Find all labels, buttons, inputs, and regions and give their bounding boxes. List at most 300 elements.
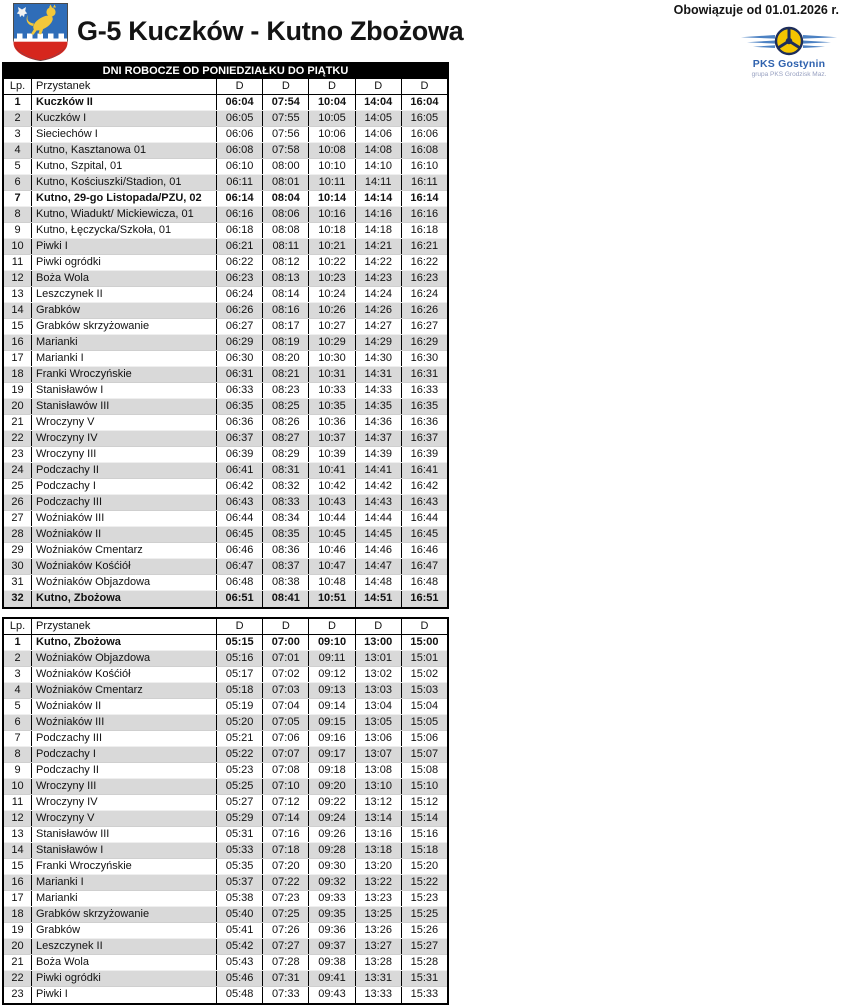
departure-time-cell: 13:33 [355,987,401,1003]
stop-name-cell: Wroczyny IV [31,795,216,810]
departure-time-cell: 10:23 [308,271,354,286]
departure-time-cell: 07:54 [262,95,308,110]
departure-time-cell: 13:25 [355,907,401,922]
table-row [4,667,447,683]
table-row [4,271,447,287]
row-number-cell: 19 [11,924,24,936]
table-row [4,811,447,827]
departure-time-cell: 15:23 [401,891,447,906]
stop-name-cell: Stanisławów I [31,843,216,858]
departure-time-cell: 16:35 [401,399,447,414]
departure-time-cell: 08:13 [262,271,308,286]
departure-time-cell: 08:23 [262,383,308,398]
departure-time-cell: 06:06 [216,127,262,142]
departure-time-cell: 07:33 [262,987,308,1003]
departure-time-cell: 06:33 [216,383,262,398]
departure-time-cell: 13:05 [355,715,401,730]
departure-time-cell: 09:36 [308,923,354,938]
table-row [4,415,447,431]
departure-time-cell: 16:10 [401,159,447,174]
departure-time-cell: 16:44 [401,511,447,526]
row-number-cell: 22 [11,432,24,444]
kutno-coat-of-arms-icon [12,2,69,62]
departure-time-cell: 08:01 [262,175,308,190]
row-number-cell: 14 [11,844,24,856]
row-number-cell: 6 [14,716,21,728]
table-row [4,683,447,699]
departure-time-cell: 14:24 [355,287,401,302]
stop-name-cell: Woźniaków Objazdowa [31,651,216,666]
column-header: Przystanek [31,79,216,94]
departure-time-cell: 09:37 [308,939,354,954]
departure-time-cell: 14:36 [355,415,401,430]
departure-time-cell: 16:05 [401,111,447,126]
row-number-cell: 8 [14,748,21,760]
departure-time-cell: 15:20 [401,859,447,874]
departure-time-cell: 10:46 [308,543,354,558]
departure-time-cell: 05:40 [216,907,262,922]
table-row [4,779,447,795]
departure-time-cell: 14:48 [355,575,401,590]
departure-time-cell: 10:37 [308,431,354,446]
departure-time-cell: 06:08 [216,143,262,158]
departure-time-cell: 06:29 [216,335,262,350]
table-row [4,175,447,191]
row-number-cell: 3 [14,668,21,680]
departure-time-cell: 13:10 [355,779,401,794]
departure-time-cell: 10:04 [308,95,354,110]
stop-name-cell: Woźniaków III [31,715,216,730]
service-days-banner: DNI ROBOCZE OD PONIEDZIAŁKU DO PIĄTKU [4,64,447,79]
row-number-cell: 3 [14,128,21,140]
departure-time-cell: 16:23 [401,271,447,286]
departure-time-cell: 06:47 [216,559,262,574]
departure-time-cell: 05:38 [216,891,262,906]
departure-time-cell: 06:18 [216,223,262,238]
departure-time-cell: 16:46 [401,543,447,558]
departure-time-cell: 14:44 [355,511,401,526]
departure-time-cell: 06:22 [216,255,262,270]
stop-name-cell: Kutno, Wiadukt/ Mickiewicza, 01 [31,207,216,222]
table-row [4,383,447,399]
departure-time-cell: 09:22 [308,795,354,810]
table-row [4,907,447,923]
departure-time-cell: 10:39 [308,447,354,462]
departure-time-cell: 09:16 [308,731,354,746]
table-row [4,891,447,907]
departure-time-cell: 13:22 [355,875,401,890]
departure-time-cell: 06:10 [216,159,262,174]
column-header: D [262,619,308,634]
row-number-cell: 26 [11,496,24,508]
departure-time-cell: 07:26 [262,923,308,938]
departure-time-cell: 08:08 [262,223,308,238]
departure-time-cell: 07:55 [262,111,308,126]
departure-time-cell: 16:39 [401,447,447,462]
departure-time-cell: 06:44 [216,511,262,526]
departure-time-cell: 07:22 [262,875,308,890]
departure-time-cell: 10:10 [308,159,354,174]
departure-time-cell: 14:21 [355,239,401,254]
departure-time-cell: 14:35 [355,399,401,414]
departure-time-cell: 14:23 [355,271,401,286]
column-header: D [262,79,308,94]
stop-name-cell: Podczachy II [31,763,216,778]
departure-time-cell: 15:07 [401,747,447,762]
table-row [4,651,447,667]
row-number-cell: 12 [11,812,24,824]
stop-name-cell: Marianki [31,335,216,350]
table-row [4,287,447,303]
departure-time-cell: 10:08 [308,143,354,158]
table-row [4,763,447,779]
departure-time-cell: 08:33 [262,495,308,510]
stop-name-cell: Woźniaków Cmentarz [31,543,216,558]
departure-time-cell: 16:43 [401,495,447,510]
departure-time-cell: 10:18 [308,223,354,238]
stop-name-cell: Woźniaków III [31,511,216,526]
departure-time-cell: 08:34 [262,511,308,526]
departure-time-cell: 06:35 [216,399,262,414]
departure-time-cell: 05:18 [216,683,262,698]
departure-time-cell: 05:48 [216,987,262,1003]
departure-time-cell: 13:06 [355,731,401,746]
stop-name-cell: Woźniaków Kośćiół [31,559,216,574]
stop-name-cell: Woźniaków Objazdowa [31,575,216,590]
departure-time-cell: 09:10 [308,635,354,650]
departure-time-cell: 14:45 [355,527,401,542]
table-row [4,715,447,731]
row-number-cell: 16 [11,336,24,348]
stop-name-cell: Piwki I [31,987,216,1003]
departure-time-cell: 16:04 [401,95,447,110]
departure-time-cell: 13:26 [355,923,401,938]
departure-time-cell: 16:08 [401,143,447,158]
departure-time-cell: 15:06 [401,731,447,746]
column-header: D [308,619,354,634]
departure-time-cell: 14:06 [355,127,401,142]
departure-time-cell: 13:07 [355,747,401,762]
departure-time-cell: 13:00 [355,635,401,650]
stop-name-cell: Grabków skrzyżowanie [31,319,216,334]
stop-name-cell: Leszczynek II [31,939,216,954]
departure-time-cell: 13:23 [355,891,401,906]
valid-from-label: Obowiązuje od 01.01.2026 r. [673,3,839,17]
row-number-cell: 31 [11,576,24,588]
stop-name-cell: Franki Wroczyńskie [31,859,216,874]
departure-time-cell: 15:05 [401,715,447,730]
departure-time-cell: 14:43 [355,495,401,510]
departure-time-cell: 10:30 [308,351,354,366]
departure-time-cell: 13:28 [355,955,401,970]
table-row [4,843,447,859]
table-row [4,399,447,415]
departure-time-cell: 13:27 [355,939,401,954]
table-row [4,239,447,255]
departure-time-cell: 05:17 [216,667,262,682]
departure-time-cell: 15:12 [401,795,447,810]
departure-time-cell: 10:48 [308,575,354,590]
route-title: G-5 Kuczków - Kutno Zbożowa [77,16,464,46]
departure-time-cell: 05:42 [216,939,262,954]
departure-time-cell: 15:31 [401,971,447,986]
row-number-cell: 5 [14,700,21,712]
departure-time-cell: 06:45 [216,527,262,542]
row-number-cell: 18 [11,368,24,380]
departure-time-cell: 07:25 [262,907,308,922]
table-row [4,527,447,543]
row-number-cell: 8 [14,208,21,220]
row-number-cell: 4 [14,144,21,156]
stop-name-cell: Marianki I [31,351,216,366]
departure-time-cell: 07:10 [262,779,308,794]
row-number-cell: 6 [14,176,21,188]
departure-time-cell: 16:45 [401,527,447,542]
departure-time-cell: 13:18 [355,843,401,858]
departure-time-cell: 10:35 [308,399,354,414]
row-number-cell: 32 [11,592,24,604]
departure-time-cell: 16:33 [401,383,447,398]
row-number-cell: 21 [11,956,24,968]
table-row [4,987,447,1003]
stop-name-cell: Piwki I [31,239,216,254]
departure-time-cell: 15:14 [401,811,447,826]
row-number-cell: 5 [14,160,21,172]
departure-time-cell: 08:27 [262,431,308,446]
departure-time-cell: 09:41 [308,971,354,986]
departure-time-cell: 07:00 [262,635,308,650]
departure-time-cell: 08:14 [262,287,308,302]
departure-time-cell: 15:00 [401,635,447,650]
departure-time-cell: 13:01 [355,651,401,666]
column-header: D [401,619,447,634]
departure-time-cell: 13:14 [355,811,401,826]
column-header: Lp. [9,80,26,92]
row-number-cell: 27 [11,512,24,524]
table-row [4,699,447,715]
stop-name-cell: Leszczynek II [31,287,216,302]
departure-time-cell: 06:24 [216,287,262,302]
departure-time-cell: 06:46 [216,543,262,558]
stop-name-cell: Podczachy I [31,747,216,762]
departure-time-cell: 06:27 [216,319,262,334]
timetable-rows [4,619,447,1003]
stop-name-cell: Franki Wroczyńskie [31,367,216,382]
departure-time-cell: 08:06 [262,207,308,222]
departure-time-cell: 14:39 [355,447,401,462]
stop-name-cell: Kutno, Zbożowa [31,591,216,607]
table-row [4,207,447,223]
row-number-cell: 24 [11,464,24,476]
row-number-cell: 22 [11,972,24,984]
departure-time-cell: 08:20 [262,351,308,366]
table-row [4,923,447,939]
departure-time-cell: 10:27 [308,319,354,334]
row-number-cell: 7 [14,732,21,744]
table-row [4,351,447,367]
departure-time-cell: 08:19 [262,335,308,350]
departure-time-cell: 15:08 [401,763,447,778]
stop-name-cell: Kuczków I [31,111,216,126]
departure-time-cell: 06:36 [216,415,262,430]
departure-time-cell: 14:30 [355,351,401,366]
departure-time-cell: 07:01 [262,651,308,666]
timetable-rows [4,79,447,607]
departure-time-cell: 06:04 [216,95,262,110]
departure-time-cell: 06:30 [216,351,262,366]
departure-time-cell: 07:16 [262,827,308,842]
departure-time-cell: 06:37 [216,431,262,446]
stop-name-cell: Podczachy III [31,731,216,746]
departure-time-cell: 10:33 [308,383,354,398]
departure-time-cell: 05:27 [216,795,262,810]
row-number-cell: 12 [11,272,24,284]
departure-time-cell: 07:03 [262,683,308,698]
departure-time-cell: 10:29 [308,335,354,350]
departure-time-cell: 15:27 [401,939,447,954]
departure-time-cell: 10:05 [308,111,354,126]
departure-time-cell: 16:47 [401,559,447,574]
column-header: Przystanek [31,619,216,634]
stop-name-cell: Marianki I [31,875,216,890]
row-number-cell: 17 [11,892,24,904]
stop-name-cell: Stanisławów III [31,399,216,414]
departure-time-cell: 15:10 [401,779,447,794]
departure-time-cell: 07:08 [262,763,308,778]
departure-time-cell: 06:21 [216,239,262,254]
departure-time-cell: 08:04 [262,191,308,206]
departure-time-cell: 09:35 [308,907,354,922]
departure-time-cell: 13:20 [355,859,401,874]
stop-name-cell: Grabków [31,923,216,938]
row-number-cell: 20 [11,940,24,952]
departure-time-cell: 08:16 [262,303,308,318]
row-number-cell: 30 [11,560,24,572]
departure-time-cell: 07:20 [262,859,308,874]
stop-name-cell: Wroczyny III [31,447,216,462]
departure-time-cell: 13:12 [355,795,401,810]
departure-time-cell: 16:22 [401,255,447,270]
stop-name-cell: Podczachy III [31,495,216,510]
departure-time-cell: 16:18 [401,223,447,238]
departure-time-cell: 07:06 [262,731,308,746]
table-row [4,955,447,971]
column-header: D [355,619,401,634]
departure-time-cell: 05:41 [216,923,262,938]
row-number-cell: 11 [11,256,24,268]
departure-time-cell: 05:29 [216,811,262,826]
departure-time-cell: 10:44 [308,511,354,526]
departure-time-cell: 15:25 [401,907,447,922]
departure-time-cell: 09:32 [308,875,354,890]
departure-time-cell: 07:27 [262,939,308,954]
departure-time-cell: 06:39 [216,447,262,462]
table-row [4,447,447,463]
departure-time-cell: 14:22 [355,255,401,270]
table-row [4,479,447,495]
departure-time-cell: 16:21 [401,239,447,254]
departure-time-cell: 06:31 [216,367,262,382]
departure-time-cell: 07:23 [262,891,308,906]
departure-time-cell: 09:28 [308,843,354,858]
departure-time-cell: 06:11 [216,175,262,190]
departure-time-cell: 05:16 [216,651,262,666]
stop-name-cell: Grabków [31,303,216,318]
departure-time-cell: 09:11 [308,651,354,666]
departure-time-cell: 08:41 [262,591,308,607]
table-row [4,319,447,335]
column-header: Lp. [9,620,26,632]
departure-time-cell: 15:18 [401,843,447,858]
departure-time-cell: 09:43 [308,987,354,1003]
column-header: D [216,79,262,94]
departure-time-cell: 07:07 [262,747,308,762]
stop-name-cell: Kutno, Łęczycka/Szkoła, 01 [31,223,216,238]
departure-time-cell: 16:37 [401,431,447,446]
stop-name-cell: Wroczyny V [31,811,216,826]
table-row [4,511,447,527]
departure-time-cell: 15:02 [401,667,447,682]
departure-time-cell: 07:02 [262,667,308,682]
departure-time-cell: 15:33 [401,987,447,1003]
departure-time-cell: 14:26 [355,303,401,318]
row-number-cell: 15 [11,320,24,332]
departure-time-cell: 15:01 [401,651,447,666]
stop-name-cell: Marianki [31,891,216,906]
stop-name-cell: Woźniaków Cmentarz [31,683,216,698]
row-number-cell: 1 [14,636,21,648]
row-number-cell: 1 [14,96,21,108]
departure-time-cell: 10:47 [308,559,354,574]
row-number-cell: 29 [11,544,24,556]
table-row [4,731,447,747]
departure-time-cell: 06:41 [216,463,262,478]
stop-name-cell: Woźniaków II [31,699,216,714]
departure-time-cell: 06:23 [216,271,262,286]
stop-name-cell: Sieciechów I [31,127,216,142]
departure-time-cell: 05:15 [216,635,262,650]
departure-time-cell: 13:03 [355,683,401,698]
stop-name-cell: Podczachy II [31,463,216,478]
departure-time-cell: 15:22 [401,875,447,890]
departure-time-cell: 10:43 [308,495,354,510]
departure-time-cell: 14:41 [355,463,401,478]
column-header: D [401,79,447,94]
departure-time-cell: 14:47 [355,559,401,574]
departure-time-cell: 08:12 [262,255,308,270]
row-number-cell: 19 [11,384,24,396]
row-number-cell: 2 [14,112,21,124]
table-row [4,875,447,891]
pks-wings-wheel-icon [737,25,841,57]
departure-time-cell: 15:04 [401,699,447,714]
departure-time-cell: 10:22 [308,255,354,270]
table-row [4,159,447,175]
departure-time-cell: 07:04 [262,699,308,714]
timetable-outbound [2,62,449,609]
table-row [4,747,447,763]
departure-time-cell: 14:18 [355,223,401,238]
departure-time-cell: 10:11 [308,175,354,190]
stop-name-cell: Kutno, Zbożowa [31,635,216,650]
timetable-return [2,617,449,1005]
table-row [4,191,447,207]
departure-time-cell: 08:38 [262,575,308,590]
row-number-cell: 13 [11,828,24,840]
row-number-cell: 17 [11,352,24,364]
departure-time-cell: 10:51 [308,591,354,607]
row-number-cell: 23 [11,988,24,1000]
